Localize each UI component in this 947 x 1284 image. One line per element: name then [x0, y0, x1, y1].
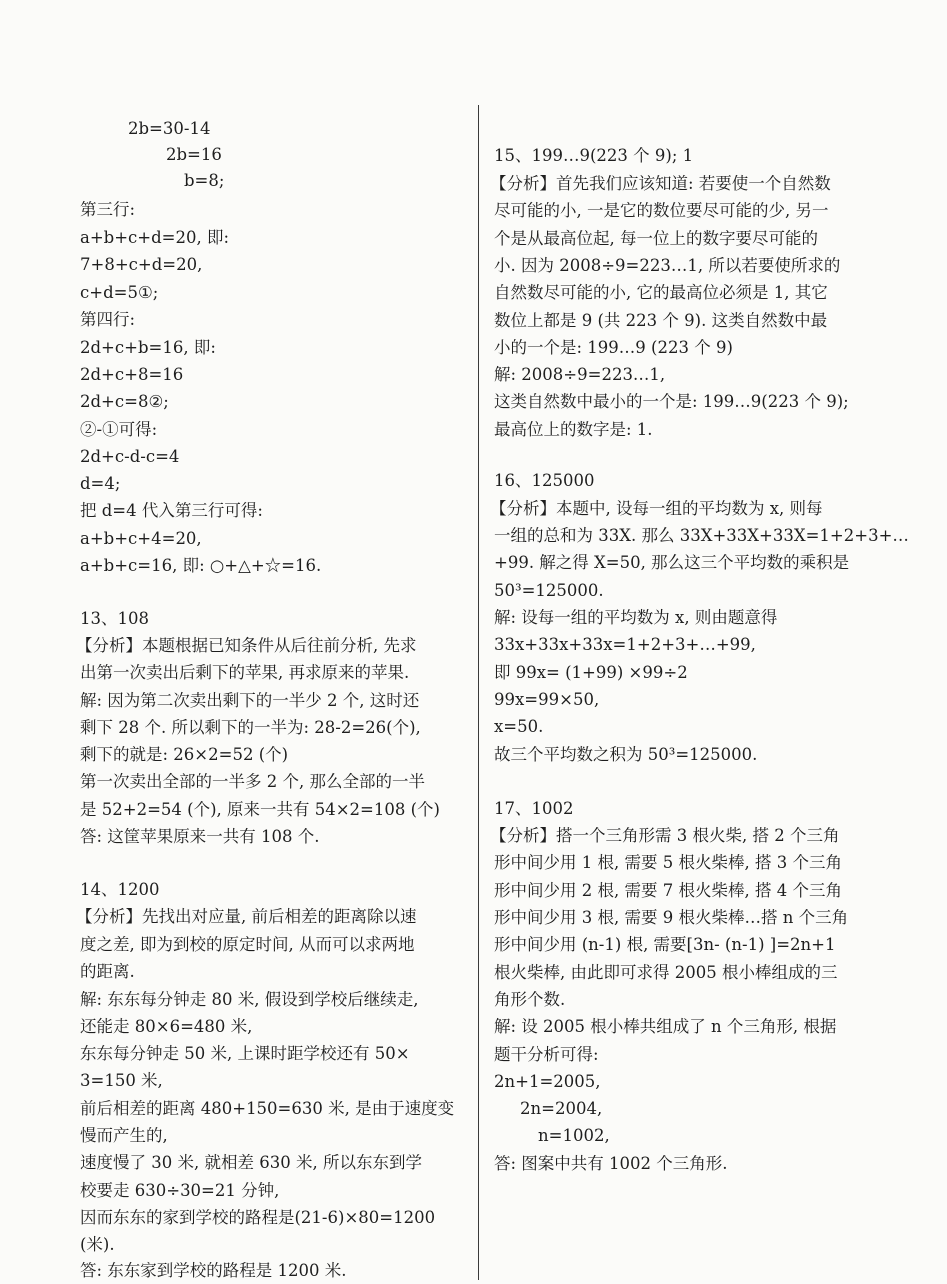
text-line: 角形个数. [494, 990, 566, 1009]
text-line: a+b+c+4=20, [80, 529, 202, 548]
text-line: 第三行: [80, 200, 136, 219]
text-line: 自然数尽可能的小, 它的最高位必须是 1, 其它 [494, 283, 828, 302]
text-line: 【分析】首先我们应该知道: 若要使一个自然数 [490, 174, 831, 193]
text-line: a+b+c=16, 即: ○+△+☆=16. [80, 556, 322, 575]
column-divider [478, 105, 479, 1280]
text-line: 即 99x= (1+99) ×99÷2 [494, 663, 688, 682]
text-line: ②-①可得: [80, 420, 158, 439]
text-line: +99. 解之得 X=50, 那么这三个平均数的乘积是 [494, 553, 850, 572]
text-line: 2n=2004, [520, 1099, 603, 1118]
text-line: 50³=125000. [494, 581, 604, 600]
text-line: 前后相差的距离 480+150=630 米, 是由于速度变 [80, 1099, 455, 1118]
text-line: 【分析】本题根据已知条件从后往前分析, 先求 [76, 636, 417, 655]
text-line: 2d+c+8=16 [80, 365, 184, 384]
text-line: 剩下 28 个. 所以剩下的一半为: 28-2=26(个), [80, 718, 421, 737]
text-line: 形中间少用 3 根, 需要 9 根火柴棒…搭 n 个三角 [494, 908, 849, 927]
text-line: a+b+c+d=20, 即: [80, 228, 230, 247]
text-line: 答: 这筐苹果原来一共有 108 个. [80, 827, 320, 846]
text-line: 数位上都是 9 (共 223 个 9). 这类自然数中最 [494, 311, 828, 330]
text-line: 7+8+c+d=20, [80, 255, 203, 274]
text-line: 答: 图案中共有 1002 个三角形. [494, 1154, 728, 1173]
text-line: 解: 因为第二次卖出剩下的一半少 2 个, 这时还 [80, 691, 420, 710]
text-line: d=4; [80, 474, 121, 493]
text-line: 题干分析可得: [494, 1045, 599, 1064]
text-line: 第四行: [80, 310, 136, 329]
text-line: c+d=5①; [80, 283, 159, 302]
text-line: 速度慢了 30 米, 就相差 630 米, 所以东东到学 [80, 1153, 422, 1172]
text-line: 校要走 630÷30=21 分钟, [80, 1181, 280, 1200]
text-line: 小的一个是: 199…9 (223 个 9) [494, 338, 733, 357]
text-line: b=8; [184, 171, 225, 190]
text-line: 形中间少用 (n-1) 根, 需要[3n- (n-1) ]=2n+1 [494, 935, 836, 954]
text-line: 把 d=4 代入第三行可得: [80, 501, 263, 520]
text-line: 还能走 80×6=480 米, [80, 1017, 253, 1036]
text-line: 99x=99×50, [494, 690, 600, 709]
text-line: 解: 设每一组的平均数为 x, 则由题意得 [494, 608, 778, 627]
text-line: 尽可能的小, 一是它的数位要尽可能的少, 另一 [494, 201, 829, 220]
text-line: 是 52+2=54 (个), 原来一共有 54×2=108 (个) [80, 800, 440, 819]
text-line: 2b=16 [166, 145, 222, 164]
section-heading: 15、199…9(223 个 9); 1 [494, 146, 694, 165]
section-heading: 14、1200 [80, 880, 160, 899]
text-line: 最高位上的数字是: 1. [494, 420, 653, 439]
text-line: 故三个平均数之积为 50³=125000. [494, 745, 758, 764]
text-line: 解: 2008÷9=223…1, [494, 365, 666, 384]
section-heading: 16、125000 [494, 471, 595, 490]
section-heading: 17、1002 [494, 799, 574, 818]
text-line: n=1002, [538, 1126, 610, 1145]
text-line: 因而东东的家到学校的路程是(21-6)×80=1200 [80, 1208, 436, 1227]
text-line: 2n+1=2005, [494, 1072, 601, 1091]
text-line: 形中间少用 2 根, 需要 7 根火柴棒, 搭 4 个三角 [494, 881, 842, 900]
text-line: 一组的总和为 33X. 那么 33X+33X+33X=1+2+3+… [494, 526, 909, 545]
text-line: 2d+c-d-c=4 [80, 447, 180, 466]
section-heading: 13、108 [80, 609, 149, 628]
text-line: 出第一次卖出后剩下的苹果, 再求原来的苹果. [80, 663, 410, 682]
text-line: 解: 设 2005 根小棒共组成了 n 个三角形, 根据 [494, 1017, 837, 1036]
text-line: x=50. [494, 717, 544, 736]
text-line: 答: 东东家到学校的路程是 1200 米. [80, 1261, 347, 1280]
text-line: 33x+33x+33x=1+2+3+…+99, [494, 635, 756, 654]
text-line: 慢而产生的, [80, 1126, 168, 1145]
text-line: 剩下的就是: 26×2=52 (个) [80, 745, 289, 764]
text-line: 【分析】搭一个三角形需 3 根火柴, 搭 2 个三角 [490, 826, 840, 845]
text-line: 的距离. [80, 962, 135, 981]
text-line: 【分析】先找出对应量, 前后相差的距离除以速 [76, 907, 417, 926]
text-line: 度之差, 即为到校的原定时间, 从而可以求两地 [80, 935, 415, 954]
text-line: 第一次卖出全部的一半多 2 个, 那么全部的一半 [80, 772, 425, 791]
text-line: 这类自然数中最小的一个是: 199…9(223 个 9); [494, 392, 849, 411]
text-line: 解: 东东每分钟走 80 米, 假设到学校后继续走, [80, 990, 419, 1009]
text-line: 2b=30-14 [128, 119, 211, 138]
text-line: 2d+c+b=16, 即: [80, 338, 216, 357]
text-line: 形中间少用 1 根, 需要 5 根火柴棒, 搭 3 个三角 [494, 853, 842, 872]
text-line: 2d+c=8②; [80, 392, 169, 411]
text-line: 小. 因为 2008÷9=223…1, 所以若要使所求的 [494, 256, 841, 275]
text-line: (米). [80, 1235, 115, 1254]
text-line: 东东每分钟走 50 米, 上课时距学校还有 50× [80, 1044, 410, 1063]
text-line: 个是从最高位起, 每一位上的数字要尽可能的 [494, 229, 818, 248]
text-line: 根火柴棒, 由此即可求得 2005 根小棒组成的三 [494, 963, 838, 982]
text-line: 3=150 米, [80, 1071, 163, 1090]
text-line: 【分析】本题中, 设每一组的平均数为 x, 则每 [490, 499, 823, 518]
